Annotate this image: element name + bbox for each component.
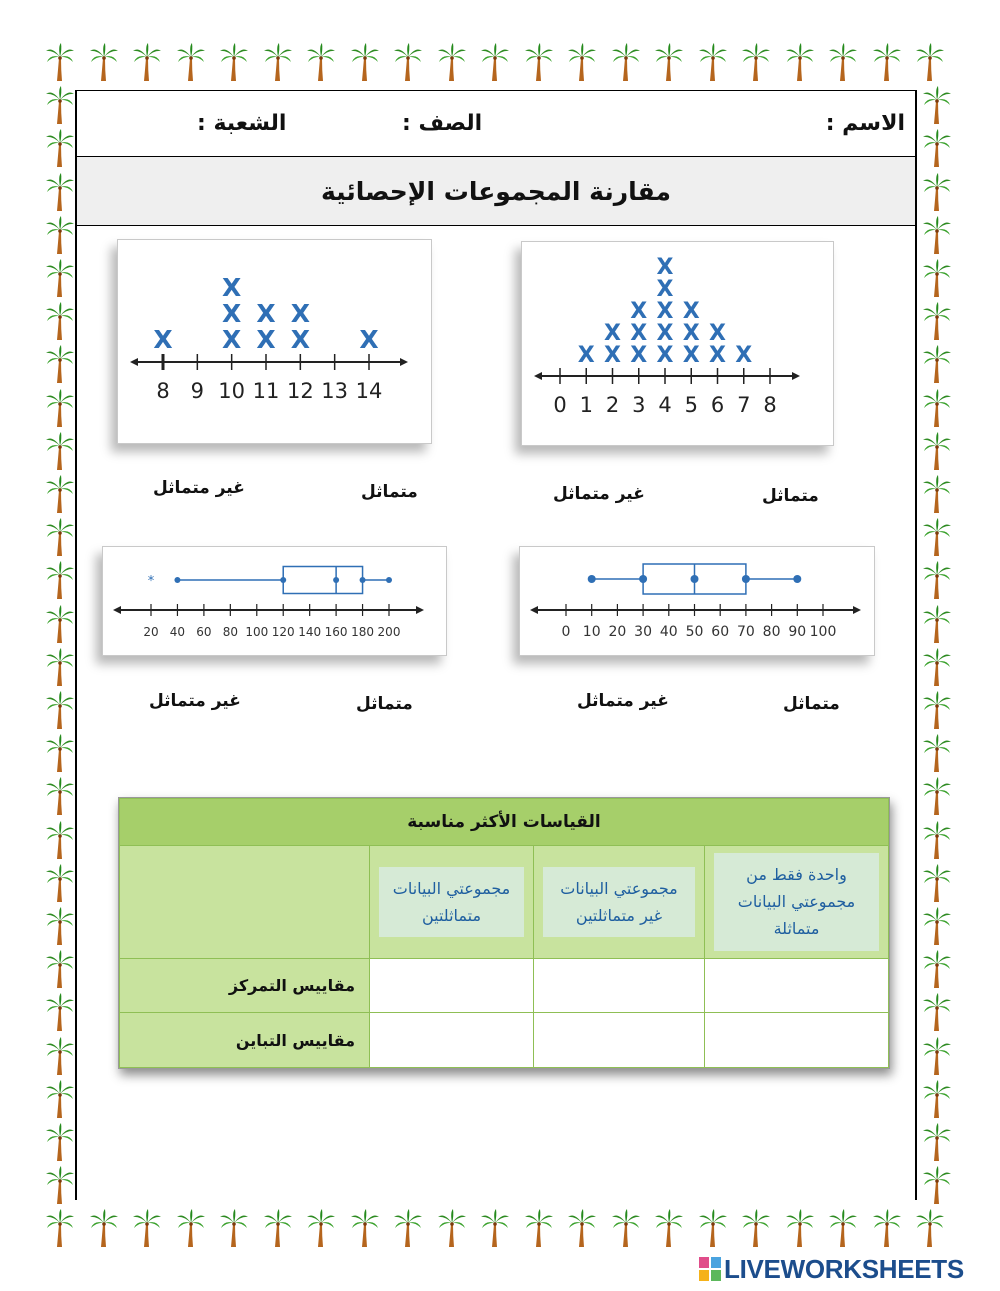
tick-label: 200 — [377, 625, 401, 639]
table-header-cell — [370, 846, 534, 959]
palm-tree-icon — [45, 172, 75, 212]
palm-tree-icon — [922, 992, 952, 1032]
palm-tree-icon — [654, 1208, 684, 1248]
answer-cell[interactable] — [705, 958, 889, 1013]
palm-tree-icon — [176, 1208, 206, 1248]
palm-tree-icon — [922, 863, 952, 903]
tick-label: 80 — [222, 625, 238, 639]
palm-tree-icon — [915, 42, 945, 82]
x-marker: X — [577, 343, 595, 368]
answer-cell[interactable] — [705, 1013, 889, 1068]
five-number-point — [280, 577, 286, 583]
axis-arrow-left — [534, 372, 542, 380]
axis-arrow-right — [400, 358, 408, 366]
x-marker: X — [222, 325, 242, 354]
tick-label: 100 — [809, 624, 837, 640]
tick-label: 160 — [324, 625, 348, 639]
palm-tree-icon — [698, 1208, 728, 1248]
axis-arrow-left — [530, 606, 538, 614]
col-header-one-symmetric: واحدة فقط من مجموعتي البيانات متماثلة — [714, 853, 879, 951]
palm-tree-icon — [45, 949, 75, 989]
five-number-point — [360, 577, 366, 583]
x-marker: X — [630, 299, 648, 324]
palm-tree-icon — [922, 647, 952, 687]
x-marker: X — [735, 343, 753, 368]
palm-tree-icon — [922, 172, 952, 212]
palm-tree-icon — [698, 42, 728, 82]
x-marker: X — [630, 343, 648, 368]
tick-label: 60 — [711, 624, 730, 640]
palm-tree-icon — [45, 344, 75, 384]
palm-tree-icon — [915, 1208, 945, 1248]
palm-tree-icon — [45, 992, 75, 1032]
palm-tree-icon — [828, 1208, 858, 1248]
five-number-point — [174, 577, 180, 583]
palm-tree-icon — [45, 42, 75, 82]
palm-tree-icon — [437, 42, 467, 82]
palm-tree-icon — [176, 42, 206, 82]
name-label: الاسم : — [825, 111, 905, 136]
tick-label: 20 — [143, 625, 159, 639]
palm-tree-icon — [45, 1036, 75, 1076]
box-plot-asymmetric-svg — [103, 547, 446, 655]
palm-tree-icon — [45, 1165, 75, 1205]
tick-label: 7 — [737, 393, 751, 417]
tick-label: 50 — [685, 624, 704, 640]
palm-tree-icon — [567, 1208, 597, 1248]
x-marker: X — [153, 325, 173, 354]
row-label-center: مقاييس التمركز — [120, 958, 370, 1013]
palm-tree-icon — [922, 1165, 952, 1205]
answer-cell[interactable] — [370, 958, 534, 1013]
tick-label: 10 — [582, 624, 601, 640]
palm-tree-icon — [872, 42, 902, 82]
palm-tree-icon — [437, 1208, 467, 1248]
frame-left-line — [75, 90, 77, 1200]
palm-tree-icon — [611, 1208, 641, 1248]
palm-tree-icon — [524, 42, 554, 82]
palm-tree-icon — [922, 776, 952, 816]
palm-tree-icon — [45, 517, 75, 557]
palm-tree-icon — [922, 344, 952, 384]
palm-tree-icon — [219, 42, 249, 82]
x-marker: X — [256, 325, 276, 354]
col-header-both-symmetric: مجموعتي البيانات متماثلتين — [379, 867, 524, 937]
tick-label: 180 — [351, 625, 375, 639]
axis-arrow-right — [416, 606, 424, 614]
five-number-point — [386, 577, 392, 583]
palm-tree-icon — [922, 820, 952, 860]
answer-cell[interactable] — [534, 958, 705, 1013]
tick-label: 100 — [245, 625, 269, 639]
palm-tree-icon — [45, 258, 75, 298]
palm-tree-icon — [45, 431, 75, 471]
x-marker: X — [630, 321, 648, 346]
logo-text: LIVEWORKSHEETS — [724, 1253, 964, 1284]
choice-asymmetric-3[interactable]: غير متماثل — [577, 691, 669, 711]
class-label: الصف : — [402, 111, 483, 136]
tick-label: 8 — [763, 393, 777, 417]
choice-symmetric-2[interactable]: متماثل — [361, 482, 418, 502]
palm-tree-icon — [45, 474, 75, 514]
tick-label: 0 — [561, 624, 571, 640]
palm-tree-icon — [524, 1208, 554, 1248]
palm-tree-icon — [922, 906, 952, 946]
palm-tree-icon — [89, 1208, 119, 1248]
tick-label: 12 — [286, 379, 314, 403]
x-marker: X — [359, 325, 379, 354]
x-marker: X — [604, 343, 621, 368]
choice-asymmetric-4[interactable]: غير متماثل — [149, 691, 241, 711]
palm-tree-icon — [45, 863, 75, 903]
palm-tree-icon — [45, 690, 75, 730]
box-plot-asymmetric — [102, 546, 447, 656]
palm-tree-icon — [45, 560, 75, 600]
tick-label: 20 — [608, 624, 627, 640]
palm-tree-icon — [263, 1208, 293, 1248]
palm-tree-icon — [922, 604, 952, 644]
tick-label: 9 — [190, 379, 205, 403]
palm-tree-icon — [219, 1208, 249, 1248]
palm-tree-icon — [922, 128, 952, 168]
tick-label: 0 — [553, 393, 567, 417]
five-number-point — [639, 575, 647, 583]
axis-arrow-right — [792, 372, 800, 380]
palm-tree-icon — [785, 42, 815, 82]
palm-tree-icon — [480, 1208, 510, 1248]
palm-tree-icon — [741, 42, 771, 82]
palm-tree-icon — [45, 215, 75, 255]
palm-tree-icon — [306, 1208, 336, 1248]
measures-table — [118, 797, 890, 1069]
table-corner-cell — [120, 846, 370, 959]
x-marker: X — [656, 343, 674, 368]
palm-tree-icon — [654, 42, 684, 82]
axis-arrow-left — [113, 606, 121, 614]
tick-label: 90 — [788, 624, 807, 640]
palm-tree-icon — [45, 820, 75, 860]
palm-tree-icon — [45, 604, 75, 644]
palm-tree-icon — [922, 1079, 952, 1119]
palm-tree-icon — [922, 258, 952, 298]
answer-cell[interactable] — [370, 1013, 534, 1068]
palm-tree-icon — [132, 42, 162, 82]
page-title: مقارنة المجموعات الإحصائية — [321, 176, 671, 206]
tick-label: 80 — [762, 624, 781, 640]
palm-tree-icon — [785, 1208, 815, 1248]
palm-tree-icon — [922, 474, 952, 514]
palm-tree-icon — [922, 560, 952, 600]
tick-label: 70 — [736, 624, 755, 640]
student-info-header — [76, 90, 916, 156]
tick-label: 14 — [355, 379, 383, 403]
palm-tree-icon — [45, 1122, 75, 1162]
x-marker: X — [222, 273, 242, 302]
palm-tree-icon — [45, 1208, 75, 1248]
box-plot-symmetric-svg — [520, 547, 874, 655]
x-marker: X — [682, 299, 700, 324]
five-number-point — [588, 575, 596, 583]
tick-label: 3 — [632, 393, 646, 417]
x-marker: X — [656, 277, 674, 302]
choice-symmetric-3[interactable]: متماثل — [783, 694, 840, 714]
palm-tree-icon — [611, 42, 641, 82]
tick-label: 140 — [298, 625, 322, 639]
palm-tree-icon — [45, 128, 75, 168]
palm-tree-icon — [922, 1122, 952, 1162]
table-header-cell — [534, 846, 705, 959]
choice-symmetric-1[interactable]: متماثل — [762, 486, 819, 506]
palm-tree-icon — [45, 776, 75, 816]
x-marker: X — [656, 255, 674, 280]
row-label-spread: مقاييس التباين — [120, 1013, 370, 1068]
frame-right-line — [915, 90, 917, 1200]
palm-tree-icon — [480, 42, 510, 82]
tick-label: 120 — [271, 625, 295, 639]
tick-label: 30 — [634, 624, 653, 640]
palm-tree-icon — [45, 906, 75, 946]
palm-tree-icon — [922, 733, 952, 773]
palm-tree-icon — [922, 690, 952, 730]
palm-tree-icon — [741, 1208, 771, 1248]
dot-plot-symmetric — [521, 241, 834, 446]
palm-tree-icon — [922, 517, 952, 557]
dot-plot-symmetric-svg — [522, 242, 833, 445]
answer-cell[interactable] — [534, 1013, 705, 1068]
palm-tree-icon — [922, 215, 952, 255]
palm-tree-icon — [306, 42, 336, 82]
liveworksheets-logo-icon — [698, 1256, 722, 1282]
palm-tree-icon — [350, 42, 380, 82]
table-title: القياسات الأكثر مناسبة — [120, 799, 889, 846]
palm-tree-icon — [393, 1208, 423, 1248]
palm-tree-icon — [872, 1208, 902, 1248]
title-bar — [76, 156, 916, 226]
section-label: الشعبة : — [197, 111, 287, 136]
palm-tree-icon — [45, 647, 75, 687]
x-marker: X — [256, 299, 276, 328]
outlier-marker: * — [147, 574, 155, 589]
col-header-both-asymmetric: مجموعتي البيانات غير متماثلتين — [543, 867, 695, 937]
five-number-point — [793, 575, 801, 583]
tick-label: 10 — [218, 379, 246, 403]
x-marker: X — [290, 325, 310, 354]
tick-label: 8 — [156, 379, 170, 403]
x-marker: X — [709, 321, 726, 346]
choice-symmetric-4[interactable]: متماثل — [356, 694, 413, 714]
x-marker: X — [682, 321, 700, 346]
palm-tree-icon — [922, 949, 952, 989]
palm-tree-icon — [922, 431, 952, 471]
choice-asymmetric-2[interactable]: غير متماثل — [153, 478, 245, 498]
x-marker: X — [222, 299, 242, 328]
tick-label: 40 — [169, 625, 186, 639]
palm-tree-icon — [567, 42, 597, 82]
axis-arrow-left — [130, 358, 138, 366]
palm-tree-icon — [89, 42, 119, 82]
x-marker: X — [709, 343, 726, 368]
dot-plot-asymmetric-svg — [118, 240, 431, 443]
interquartile-box — [283, 567, 362, 594]
x-marker: X — [682, 343, 700, 368]
palm-tree-icon — [45, 1079, 75, 1119]
palm-tree-icon — [922, 301, 952, 341]
palm-tree-icon — [132, 1208, 162, 1248]
tick-label: 4 — [658, 393, 672, 417]
liveworksheets-logo — [698, 1254, 964, 1284]
palm-tree-icon — [45, 85, 75, 125]
palm-tree-icon — [922, 388, 952, 428]
palm-tree-icon — [45, 733, 75, 773]
palm-tree-icon — [45, 301, 75, 341]
tick-label: 6 — [710, 393, 725, 417]
palm-tree-icon — [45, 388, 75, 428]
tick-label: 2 — [605, 393, 620, 417]
five-number-point — [742, 575, 750, 583]
tick-label: 60 — [196, 625, 212, 639]
box-plot-symmetric — [519, 546, 875, 656]
choice-asymmetric-1[interactable]: غير متماثل — [553, 484, 645, 504]
five-number-point — [333, 577, 339, 583]
x-marker: X — [656, 321, 674, 346]
tick-label: 40 — [659, 624, 678, 640]
palm-tree-icon — [263, 42, 293, 82]
table-header-cell — [705, 846, 889, 959]
x-marker: X — [604, 321, 621, 346]
tick-label: 11 — [252, 379, 280, 403]
palm-tree-icon — [350, 1208, 380, 1248]
palm-tree-icon — [393, 42, 423, 82]
five-number-point — [691, 575, 699, 583]
palm-tree-icon — [828, 42, 858, 82]
palm-tree-icon — [922, 85, 952, 125]
palm-tree-icon — [922, 1036, 952, 1076]
tick-label: 5 — [684, 393, 698, 417]
x-marker: X — [656, 299, 674, 324]
axis-arrow-right — [853, 606, 861, 614]
dot-plot-asymmetric — [117, 239, 432, 444]
tick-label: 1 — [579, 393, 593, 417]
x-marker: X — [290, 299, 310, 328]
tick-label: 13 — [321, 379, 349, 403]
